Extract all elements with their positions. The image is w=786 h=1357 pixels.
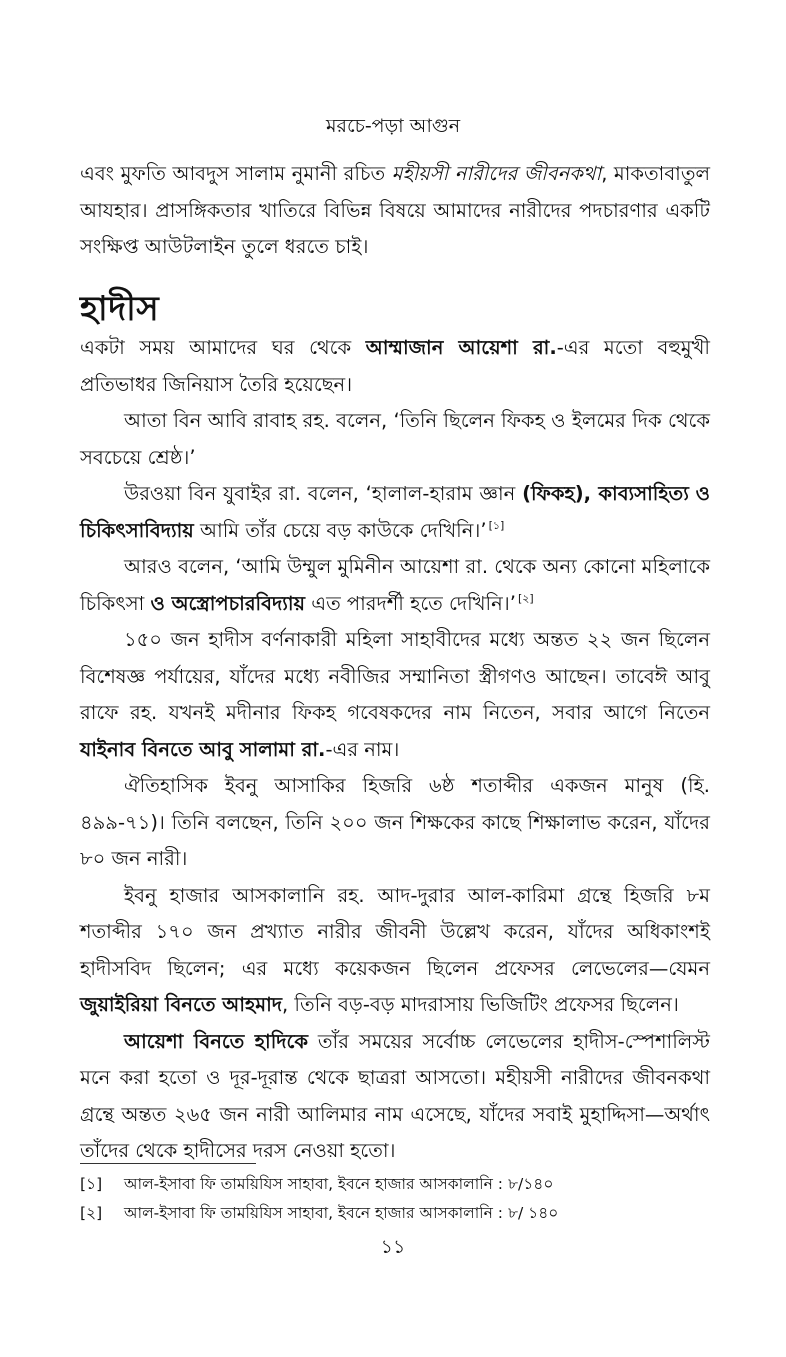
p7-text-a: ইবনু হাজার আসকালানি রহ. আদ-দুরার আল-কারিমা গ্রন্থে হিজরি ৮ম শতাব্দীর ১৭০ জন প্রখ্যাত নারীর জীবনী উল্লেখ করেন, যাঁদের অধিকাংশই হাদীসবিদ ছিলেন; এর মধ্যে কয়েকজন ছিলেন প্রফেসর লেভেলের—যেমন: [80, 883, 710, 980]
p1-text-a: একটা সময় আমাদের ঘর থেকে: [80, 336, 366, 359]
p3-bold-1: (ফিকহ), কাব্যসাহিত্য: [522, 482, 689, 505]
p8-bold: আয়েশা বিনতে হাদিকে: [124, 1029, 308, 1053]
footnote-ref-1[interactable]: [১]: [488, 519, 505, 532]
book-title: মহীয়সী নারীদের জীবনকথা: [391, 162, 602, 185]
paragraph-4: [80, 549, 710, 622]
paragraph-3: [80, 476, 710, 549]
hadith-section-body: [80, 330, 710, 1170]
p4-text-a: আরও বলেন, ‘আমি উম্মুল মুমিনীন আয়েশা রা. থেকে অন্য কোনো মহিলাকে চিকিৎসা: [80, 555, 710, 615]
paragraph-2: আতা বিন আবি রাবাহ রহ. বলেন, ‘তিনি ছিলেন ফিকহ ও ইলমের দিক থেকে সবচেয়ে শ্রেষ্ঠ।’: [80, 409, 710, 469]
footnote-ref-2[interactable]: [২]: [517, 592, 534, 605]
section-heading-hadith: হাদীস: [80, 289, 160, 329]
footnote-2: [80, 1199, 710, 1228]
paragraph-7: [80, 878, 710, 1024]
footnote-1-number: [১]: [80, 1175, 103, 1193]
p5-bold: যাইনাব বিনতে আবু সালামা রা.: [80, 737, 326, 761]
p5-text-b: -এর নাম।: [325, 737, 400, 761]
footnote-1: [80, 1170, 710, 1199]
running-head: মরচে-পড়া আগুন: [325, 115, 461, 137]
p3-bold-2: ও চিকিৎসাবিদ্যায়: [80, 482, 710, 542]
p7-bold: জুয়াইরিয়া বিনতে আহমাদ: [80, 993, 283, 1016]
p4-bold: ও অস্ত্রোপচারবিদ্যায়: [150, 591, 306, 615]
p3-text-b: [689, 482, 696, 505]
p5-text-a: ১৫০ জন হাদীস বর্ণনাকারী মহিলা সাহাবীদের মধ্যে অন্তত ২২ জন ছিলেন বিশেষজ্ঞ পর্যায়ের, যাঁদের মধ্যে নবীজির সম্মানিতা স্ত্রীগণও আছেন। তাবেঈ আবু রাফে রহ. যখনই মদীনার ফিকহ গবেষকদের নাম নিতেন, সবার আগে নিতেন: [80, 628, 710, 724]
intro-paragraph: [80, 156, 710, 266]
footnote-1-text: আল-ইসাবা ফি তাময়িযিস সাহাবা, ইবনে হাজার আসকালানি : ৮/১৪০: [124, 1175, 554, 1193]
paragraph-8: [80, 1024, 710, 1170]
page-number: ১১: [380, 1236, 406, 1258]
intro-text-after: , মাকতাবাতুল আযহার। প্রাসঙ্গিকতার খাতিরে বিভিন্ন বিষয়ে আমাদের নারীদের পদচারণার একটি সংক্ষিপ্ত আউটলাইন তুলে ধরতে চাই।: [80, 162, 711, 258]
intro-text-before: এবং মুফতি আবদুস সালাম নুমানী রচিত: [80, 162, 392, 185]
p7-text-b: , তিনি বড়-বড় মাদরাসায় ভিজিটিং প্রফেসর ছিলেন।: [282, 993, 679, 1016]
intro-text: [80, 156, 710, 266]
paragraph-5: [80, 622, 710, 768]
footnote-2-text: আল-ইসাবা ফি তাময়িযিস সাহাবা, ইবনে হাজার আসকালানি : ৮/ ১৪০: [124, 1204, 559, 1222]
p4-text-b: এত পারদর্শী হতে দেখিনি।’: [305, 591, 516, 615]
paragraph-6: ঐতিহাসিক ইবনু আসাকির হিজরি ৬ষ্ঠ শতাব্দীর একজন মানুষ (হি. ৪৯৯-৭১)। তিনি বলছেন, তিনি ২০০ জন শিক্ষকের কাছে শিক্ষালাভ করেন, যাঁদের ৮০ জন নারী।: [80, 774, 710, 870]
paragraph-1: [80, 330, 710, 403]
p8-text-a: তাঁর সময়ের সর্বোচ্চ লেভেলের হাদীস-স্পেশালিস্ট মনে করা হতো ও দূর-দূরান্ত থেকে ছাত্ররা আসতো। মহীয়সী নারীদের জীবনকথা গ্রন্থে অন্তত ২৬৫ জন নারী আলিমার নাম এসেছে, যাঁদের সবাই মুহাদ্দিসা—অর্থাৎ তাঁদের থেকে হাদীসের দরস নেওয়া হতো।: [80, 1029, 711, 1162]
p3-text-a: উরওয়া বিন যুবাইর রা. বলেন, ‘হালাল-হারাম জ্ঞান: [124, 482, 523, 505]
footnote-divider: [80, 1163, 256, 1164]
p3-text-c: আমি তাঁর চেয়ে বড় কাউকে দেখিনি।’: [193, 518, 487, 542]
p1-bold: আম্মাজান আয়েশা রা.: [365, 336, 557, 359]
p1-text-b: -এর মতো বহুমুখী প্রতিভাধর জিনিয়াস তৈরি হয়েছেন।: [80, 336, 710, 396]
footnote-2-number: [২]: [80, 1204, 103, 1222]
footnotes: [80, 1170, 710, 1228]
